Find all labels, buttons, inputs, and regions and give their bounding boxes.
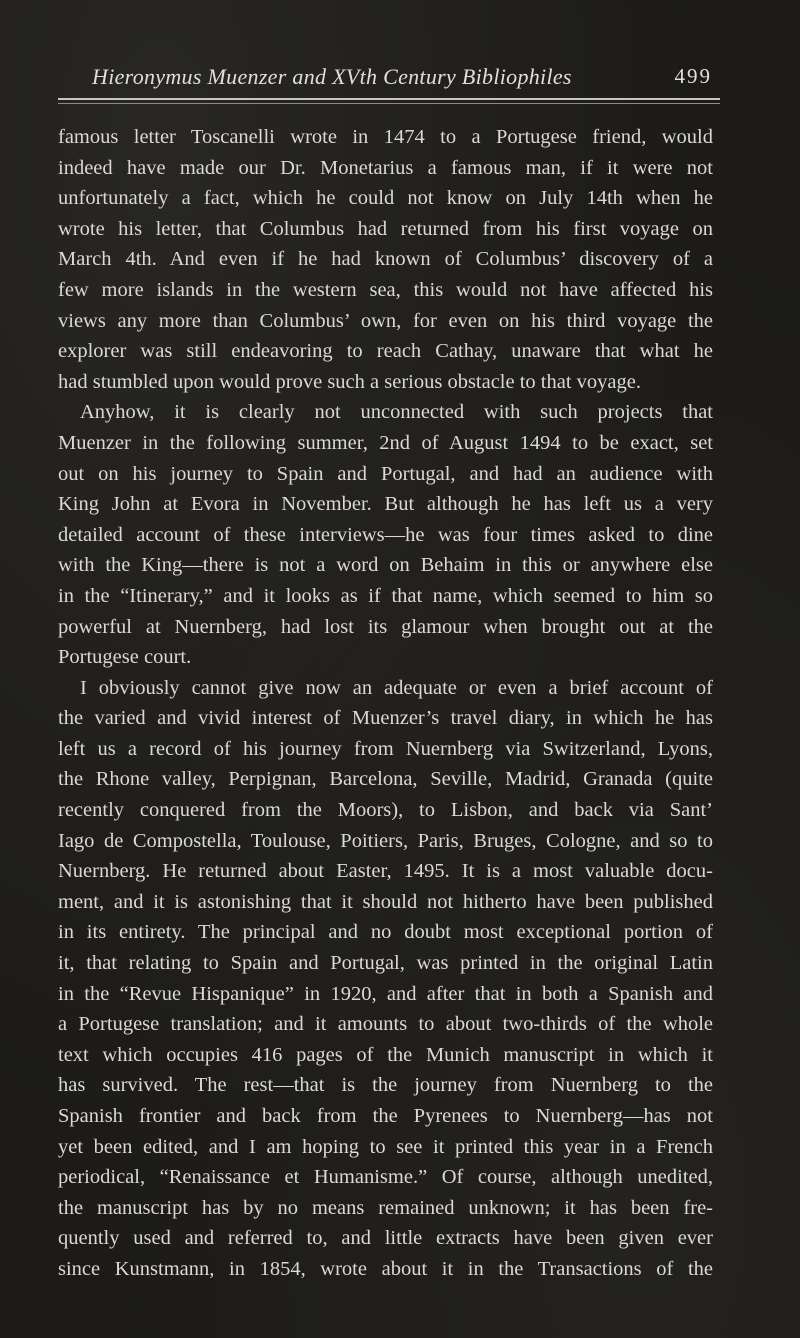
- text-line: left us a record of his journey from Nuernberg via Switzerland, Lyons,: [58, 737, 713, 760]
- text-line: unfortunately a fact, which he could not know on July 14th when he: [58, 187, 713, 210]
- text-line: the Rhone valley, Perpignan, Barcelona, Seville, Madrid, Granada (quite: [58, 768, 713, 791]
- text-line: yet been edited, and I am hoping to see it printed this year in a French: [58, 1135, 713, 1158]
- text-line: periodical, “Renaissance et Humanisme.” Of course, although unedited,: [58, 1166, 713, 1189]
- header-rule-thin: [58, 103, 720, 104]
- text-line: quently used and referred to, and little extracts have been given ever: [58, 1227, 713, 1250]
- text-line: had stumbled upon would prove such a serious obstacle to that voyage.: [58, 370, 641, 393]
- text-line: Iago de Compostella, Toulouse, Poitiers, Paris, Bruges, Cologne, and so to: [58, 829, 713, 852]
- text-line: March 4th. And even if he had known of Columbus’ discovery of a: [58, 248, 713, 271]
- text-line: in its entirety. The principal and no doubt most exceptional portion of: [58, 921, 713, 944]
- text-line: King John at Evora in November. But although he has left us a very: [58, 493, 713, 516]
- text-line: Spanish frontier and back from the Pyrenees to Nuernberg—has not: [58, 1105, 713, 1127]
- text-line: explorer was still endeavoring to reach Cathay, unaware that what he: [58, 340, 713, 363]
- text-line: out on his journey to Spain and Portugal, and had an audience with: [58, 462, 713, 485]
- text-line: it, that relating to Spain and Portugal, was printed in the original Latin: [58, 952, 713, 975]
- text-line: since Kunstmann, in 1854, wrote about it in the Transactions of the: [58, 1257, 713, 1280]
- running-title: Hieronymus Muenzer and XVth Century Bibliophiles: [92, 64, 572, 89]
- running-header: [92, 60, 712, 96]
- text-line: the manuscript has by no means remained unknown; it has been fre-: [58, 1196, 713, 1219]
- header-rule: [58, 98, 720, 100]
- text-line: detailed account of these interviews—he was four times asked to dine: [58, 523, 713, 546]
- text-line: famous letter Toscanelli wrote in 1474 to a Portugese friend, would: [58, 126, 713, 148]
- text-line: I obviously cannot give now an adequate or even a brief account of: [80, 676, 713, 699]
- text-line: in the “Revue Hispanique” in 1920, and after that in both a Spanish and: [58, 982, 713, 1005]
- text-line: indeed have made our Dr. Monetarius a famous man, if it were not: [58, 156, 713, 179]
- text-line: Anyhow, it is clearly not unconnected with such projects that: [80, 401, 713, 424]
- text-line: text which occupies 416 pages of the Munich manuscript in which it: [58, 1043, 713, 1066]
- text-line: Portugese court.: [58, 646, 192, 669]
- text-line: with the King—there is not a word on Behaim in this or anywhere else: [58, 554, 713, 577]
- text-line: few more islands in the western sea, this would not have affected his: [58, 278, 713, 301]
- body-text: [58, 122, 713, 1285]
- text-line: views any more than Columbus’ own, for even on his third voyage the: [58, 309, 713, 332]
- text-line: the varied and vivid interest of Muenzer’s travel diary, in which he has: [58, 707, 713, 730]
- text-line: in the “Itinerary,” and it looks as if that name, which seemed to him so: [58, 584, 713, 607]
- page-number: 499: [674, 64, 712, 88]
- text-line: Muenzer in the following summer, 2nd of August 1494 to be exact, set: [58, 431, 713, 454]
- text-line: Nuernberg. He returned about Easter, 1495. It is a most valuable docu-: [58, 860, 713, 883]
- text-line: wrote his letter, that Columbus had returned from his first voyage on: [58, 217, 713, 240]
- text-line: ment, and it is astonishing that it should not hitherto have been published: [58, 890, 713, 913]
- text-line: a Portugese translation; and it amounts to about two-thirds of the whole: [58, 1013, 713, 1036]
- text-line: recently conquered from the Moors), to Lisbon, and back via Sant’: [58, 799, 713, 822]
- text-line: powerful at Nuernberg, had lost its glamour when brought out at the: [58, 615, 713, 638]
- text-line: has survived. The rest—that is the journey from Nuernberg to the: [58, 1074, 713, 1097]
